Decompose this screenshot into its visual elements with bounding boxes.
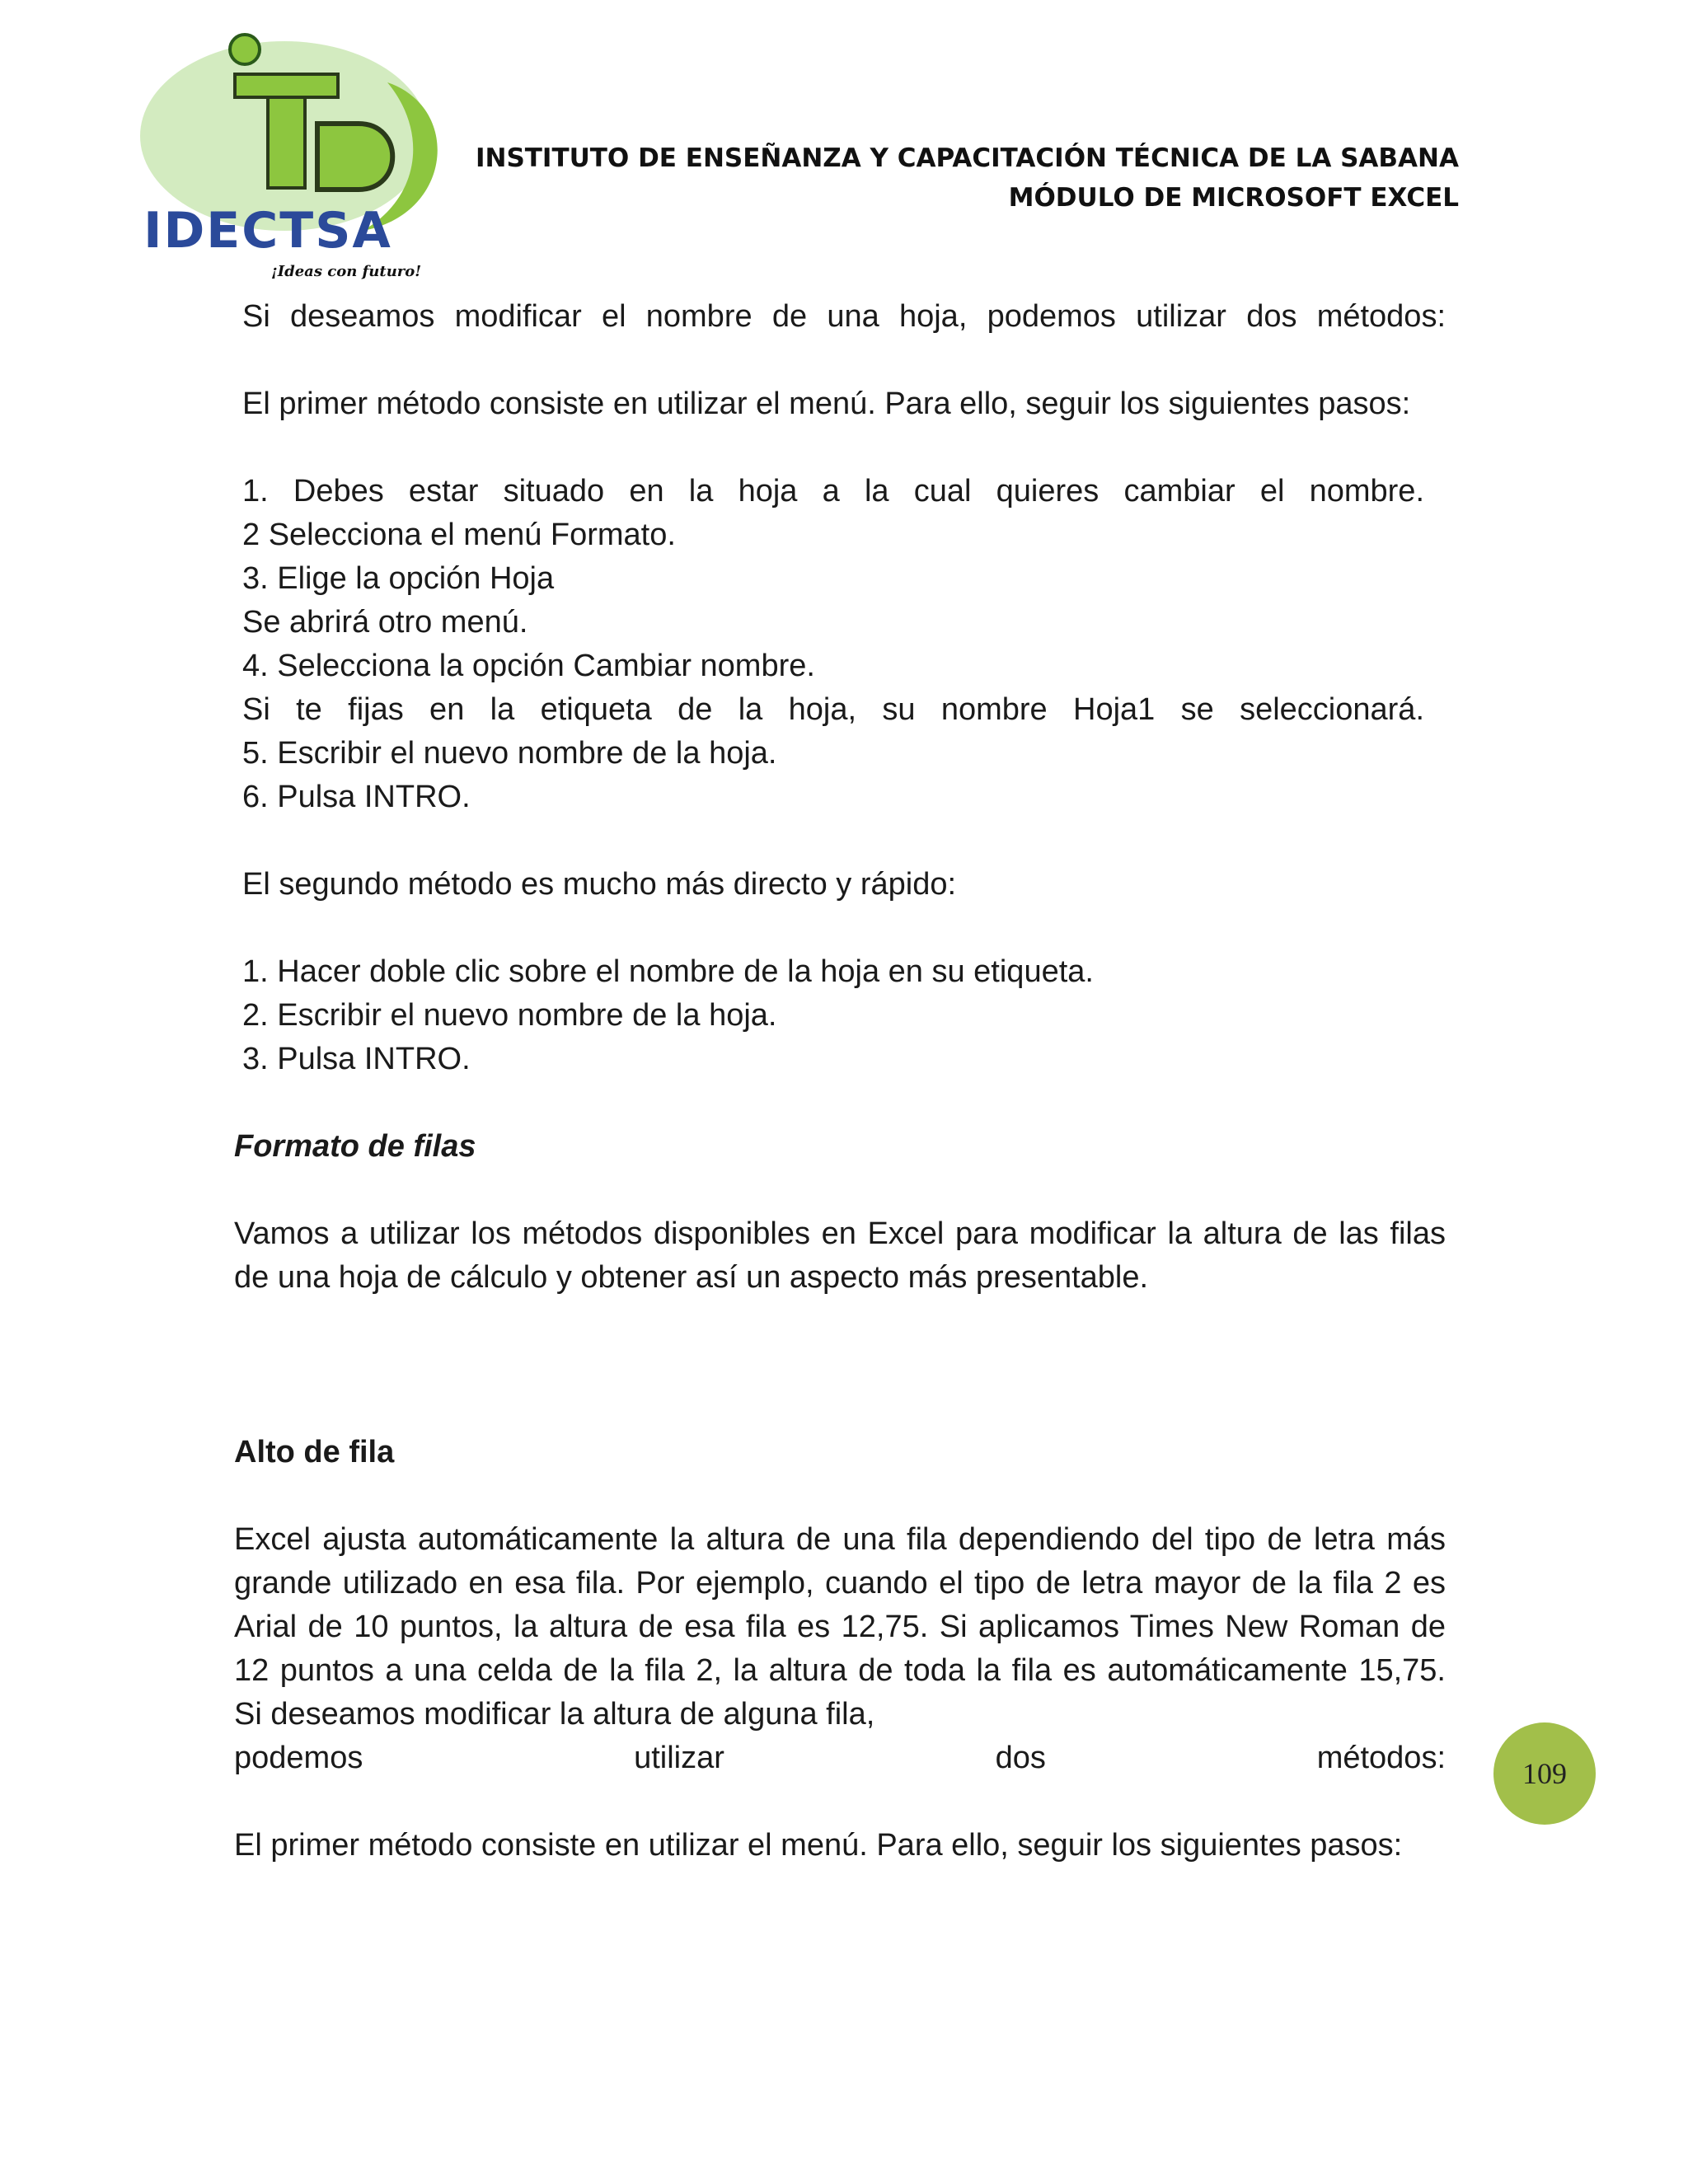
list-item: 4. Selecciona la opción Cambiar nombre. xyxy=(242,649,815,683)
page-content xyxy=(234,295,1542,1868)
alto-paragraph-last-line: podemos utilizar dos métodos: xyxy=(234,1741,1446,1775)
alto-paragraph: Excel ajusta automáticamente la altura de una fila dependiendo del tipo de letra más grande utilizado en esa fila. Por ejemplo, cuando el tipo de letra mayor de la fila 2 es Arial de 10 puntos, la altura de esa fila es 12,75. Si aplicamos Times New Roman de 12 puntos a una celda de la fila 2, la altura de toda la fila es automáticamente 15,75. Si deseamos modificar la altura de alguna fila, xyxy=(234,1522,1542,1732)
page-number-badge: 109 xyxy=(1493,1722,1596,1825)
module-name: MÓDULO DE MICROSOFT EXCEL xyxy=(1008,183,1459,213)
document-header xyxy=(476,138,1459,218)
list-item: 5. Escribir el nuevo nombre de la hoja. xyxy=(242,736,777,771)
list-item: Si te fijas en la etiqueta de la hoja, su nombre Hoja1 se seleccionará. xyxy=(242,692,1424,727)
section-heading-formato-de-filas: Formato de filas xyxy=(234,1129,476,1164)
logo-wordmark: IDECTSA xyxy=(143,202,392,260)
logo-graphic xyxy=(140,25,495,288)
list-item: 1. Hacer doble clic sobre el nombre de la hoja en su etiqueta. xyxy=(242,954,1094,989)
method2-intro: El segundo método es mucho más directo y rápido: xyxy=(242,867,957,902)
list-item: Se abrirá otro menú. xyxy=(242,605,528,640)
formato-paragraph: Vamos a utilizar los métodos disponibles en Excel para modificar la altura de las filas de una hoja de cálculo y obtener así un aspecto más presentable. xyxy=(234,1216,1446,1295)
method1-intro-repeat: El primer método consiste en utilizar el menú. Para ello, seguir los siguientes pasos: xyxy=(234,1828,1403,1863)
method1-intro: El primer método consiste en utilizar el menú. Para ello, seguir los siguientes pasos: xyxy=(242,387,1411,421)
section-heading-alto-de-fila: Alto de fila xyxy=(234,1435,395,1469)
intro-paragraph: Si deseamos modificar el nombre de una hoja, podemos utilizar dos métodos: xyxy=(242,299,1446,334)
list-item: 2. Escribir el nuevo nombre de la hoja. xyxy=(242,998,777,1033)
idectsa-logo xyxy=(140,25,495,288)
institute-name: INSTITUTO DE ENSEÑANZA Y CAPACITACIÓN TÉCNICA DE LA SABANA xyxy=(475,143,1459,173)
list-item: 6. Pulsa INTRO. xyxy=(242,780,471,814)
list-item: 2 Selecciona el menú Formato. xyxy=(242,518,676,552)
logo-tagline: ¡Ideas con futuro! xyxy=(270,263,422,280)
list-item: 3. Pulsa INTRO. xyxy=(242,1042,471,1076)
list-item: 1. Debes estar situado en la hoja a la cual quieres cambiar el nombre. xyxy=(242,474,1424,509)
list-item: 3. Elige la opción Hoja xyxy=(242,561,555,596)
